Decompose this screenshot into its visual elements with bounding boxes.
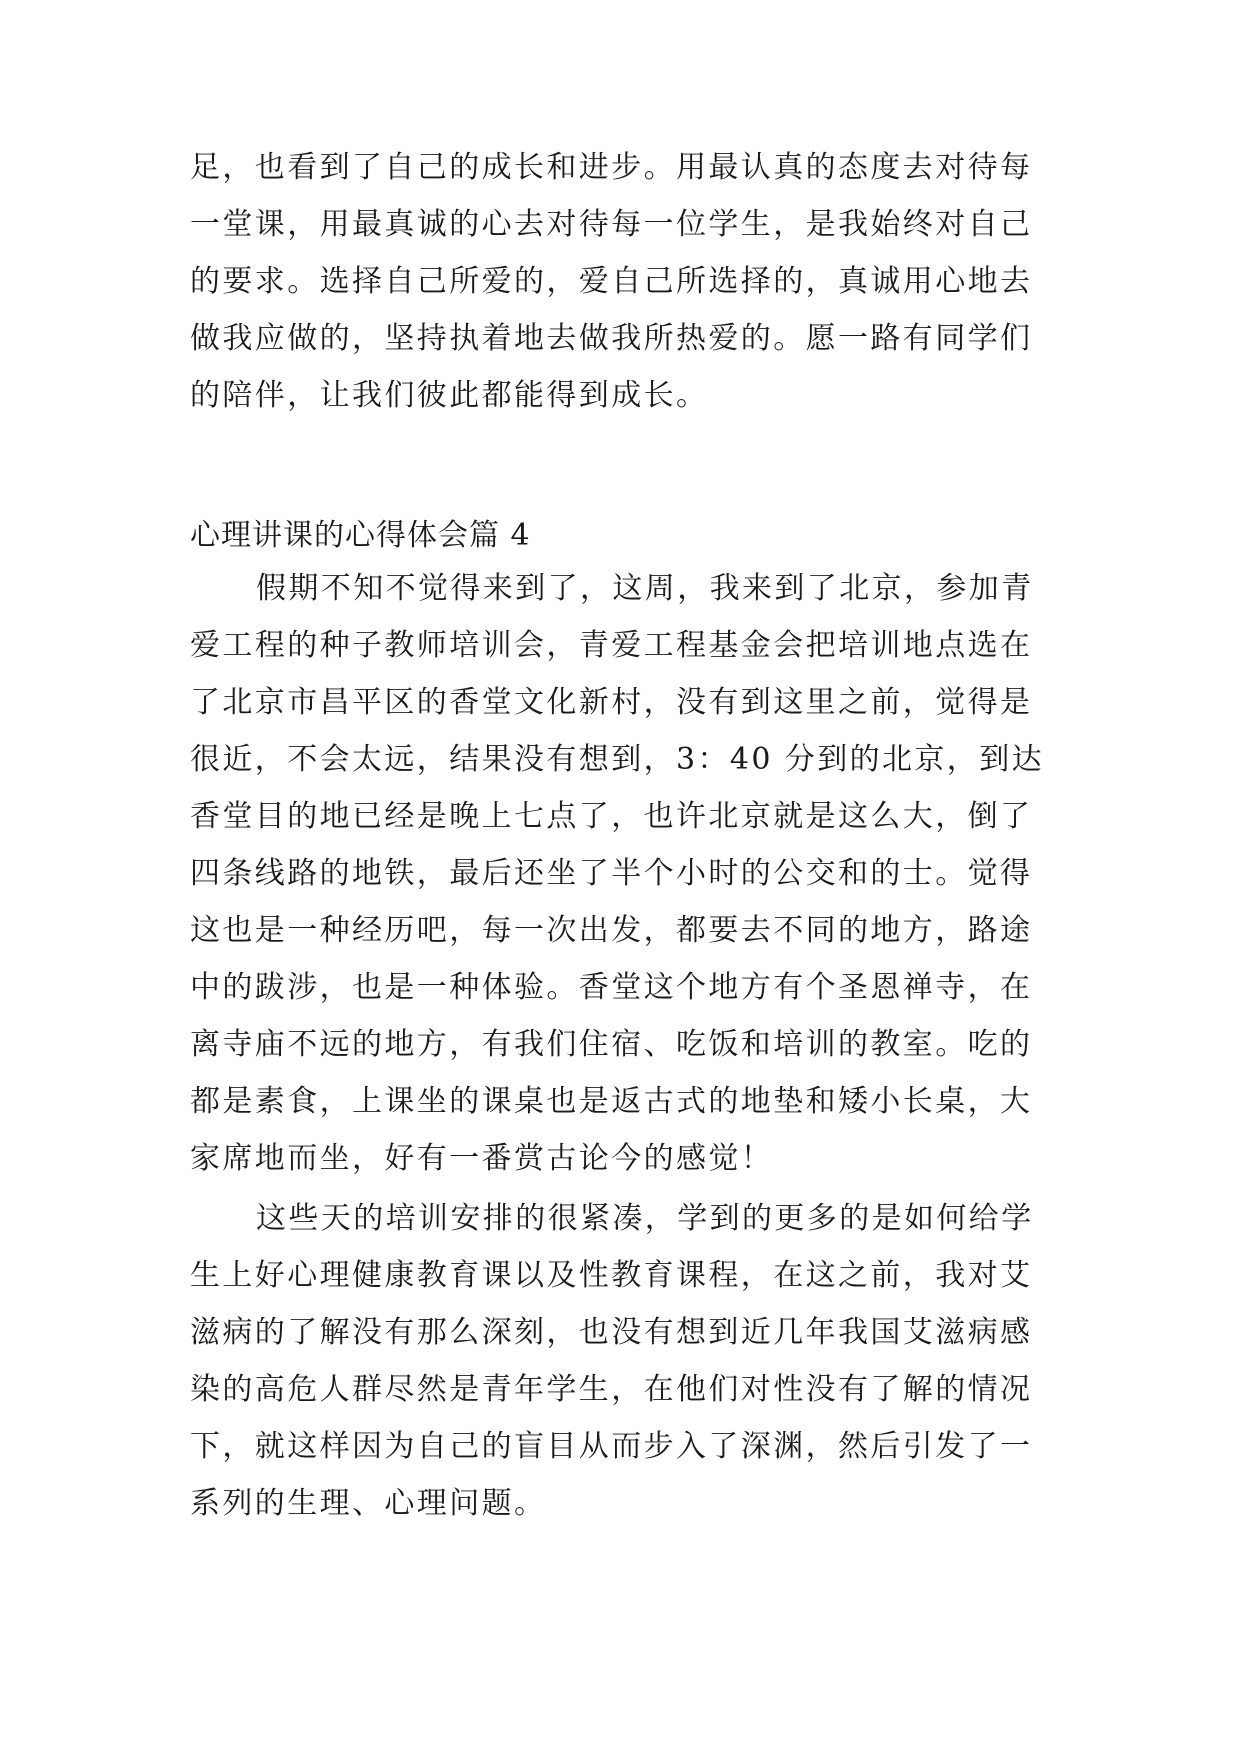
text-line: 家席地而坐，好有一番赏古论今的感觉！ [190, 1141, 774, 1176]
text-line: 很近，不会太远，结果没有想到，3：40 分到的北京，到达 [190, 742, 1044, 777]
text-line: 四条线路的地铁，最后还坐了半个小时的公交和的士。觉得 [190, 856, 1033, 891]
text-line: 香堂目的地已经是晚上七点了，也许北京就是这么大，倒了 [190, 799, 1033, 834]
text-line: 这些天的培训安排的很紧凑，学到的更多的是如何给学 [256, 1201, 1034, 1236]
text-line: 中的跋涉，也是一种体验。香堂这个地方有个圣恩禅寺，在 [190, 970, 1033, 1005]
text-line: 滋病的了解没有那么深刻，也没有想到近几年我国艾滋病感 [190, 1315, 1033, 1350]
text-line: 的要求。选择自己所爱的，爱自己所选择的，真诚用心地去 [190, 264, 1033, 299]
text-line: 爱工程的种子教师培训会，青爱工程基金会把培训地点选在 [190, 628, 1033, 663]
text-line: 生上好心理健康教育课以及性教育课程，在这之前，我对艾 [190, 1258, 1033, 1293]
text-line: 染的高危人群尽然是青年学生，在他们对性没有了解的情况 [190, 1372, 1033, 1407]
text-line: 做我应做的，坚持执着地去做我所热爱的。愿一路有同学们 [190, 321, 1033, 356]
text-line: 下，就这样因为自己的盲目从而步入了深渊，然后引发了一 [190, 1429, 1033, 1464]
text-line: 都是素食，上课坐的课桌也是返古式的地垫和矮小长桌，大 [190, 1084, 1033, 1119]
text-line: 一堂课，用最真诚的心去对待每一位学生，是我始终对自己 [190, 207, 1033, 242]
text-line: 系列的生理、心理问题。 [190, 1486, 547, 1521]
text-line: 了北京市昌平区的香堂文化新村，没有到这里之前，觉得是 [190, 685, 1033, 720]
text-line: 这也是一种经历吧，每一次出发，都要去不同的地方，路途 [190, 913, 1033, 948]
text-line: 离寺庙不远的地方，有我们住宿、吃饭和培训的教室。吃的 [190, 1027, 1033, 1062]
text-line: 足，也看到了自己的成长和进步。用最认真的态度去对待每 [190, 150, 1033, 185]
section-heading: 心理讲课的心得体会篇 4 [190, 518, 531, 553]
text-line: 假期不知不觉得来到了，这周，我来到了北京，参加青 [256, 571, 1034, 606]
text-line: 的陪伴，让我们彼此都能得到成长。 [190, 378, 709, 413]
